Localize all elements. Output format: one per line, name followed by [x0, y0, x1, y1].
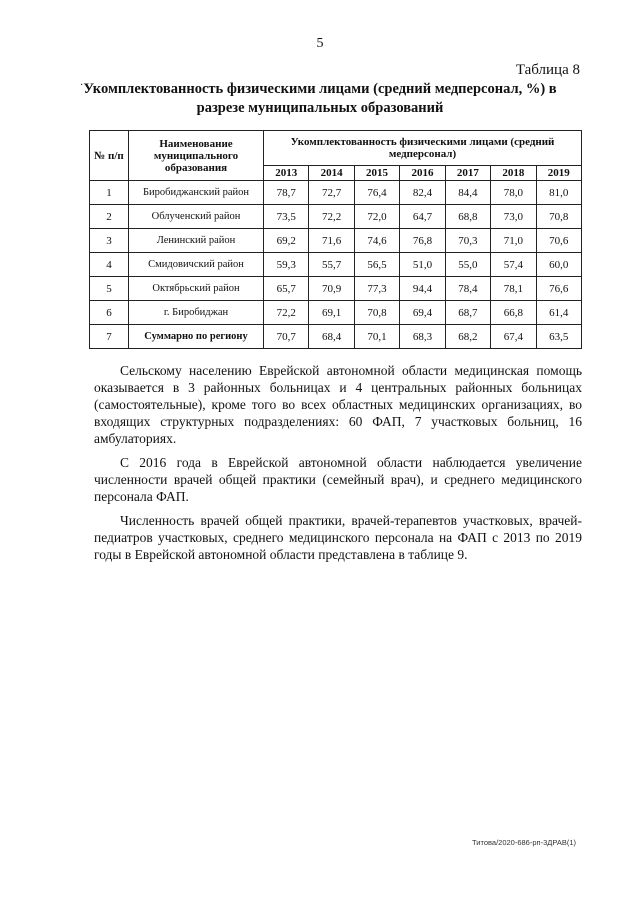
paragraph: Численность врачей общей практики, врачей-терапевтов участковых, врачей-педиатров участковых, среднего медицинского персонала на ФАП с 2013 по 2019 годы в Еврейской автономной области представлена в таблице 9. — [94, 513, 582, 562]
cell-value: 68,3 — [400, 325, 445, 349]
row-num: 1 — [90, 181, 129, 205]
cell-value: 72,2 — [264, 301, 309, 325]
cell-value: 69,1 — [309, 301, 354, 325]
cell-value: 68,7 — [445, 301, 490, 325]
row-num: 6 — [90, 301, 129, 325]
row-name: Смидовичский район — [129, 253, 264, 277]
cell-value: 76,8 — [400, 229, 445, 253]
cell-value: 61,4 — [536, 301, 581, 325]
cell-value: 51,0 — [400, 253, 445, 277]
header-num: № п/п — [90, 131, 129, 181]
cell-value: 70,9 — [309, 277, 354, 301]
cell-value: 81,0 — [536, 181, 581, 205]
cell-value: 63,5 — [536, 325, 581, 349]
cell-value: 65,7 — [264, 277, 309, 301]
row-name: Октябрьский район — [129, 277, 264, 301]
cell-value: 57,4 — [491, 253, 536, 277]
table-label: Таблица 8 — [515, 62, 580, 78]
cell-value: 68,8 — [445, 205, 490, 229]
row-num: 4 — [90, 253, 129, 277]
paragraph: Сельскому населению Еврейской автономной области медицинская помощь оказывается в 3 районных больницах и 4 центральных районных больницах (самостоятельные), кроме того во всех областных медицинских организациях, во входящих структурных подразделениях: 60 ФАП, 7 участковых больниц, 16 амбулаториях. — [94, 363, 582, 446]
cell-value: 72,0 — [354, 205, 399, 229]
row-num: 7 — [90, 325, 129, 349]
page-number: 5 — [316, 36, 324, 51]
row-num: 2 — [90, 205, 129, 229]
cell-value: 55,0 — [445, 253, 490, 277]
cell-value: 73,5 — [264, 205, 309, 229]
header-year: 2014 — [309, 166, 354, 181]
cell-value: 77,3 — [354, 277, 399, 301]
table-row — [90, 181, 582, 205]
cell-value: 68,4 — [309, 325, 354, 349]
cell-value: 55,7 — [309, 253, 354, 277]
cell-value: 72,7 — [309, 181, 354, 205]
header-year: 2015 — [354, 166, 399, 181]
header-name: Наименование муниципального образования — [129, 131, 264, 181]
cell-value: 70,1 — [354, 325, 399, 349]
body-text — [94, 362, 582, 570]
cell-value: 67,4 — [491, 325, 536, 349]
cell-value: 59,3 — [264, 253, 309, 277]
cell-value: 70,6 — [536, 229, 581, 253]
cell-value: 68,2 — [445, 325, 490, 349]
cell-value: 76,6 — [536, 277, 581, 301]
cell-value: 78,1 — [491, 277, 536, 301]
row-name: Биробиджанский район — [129, 181, 264, 205]
cell-value: 60,0 — [536, 253, 581, 277]
margin-mark: · — [80, 80, 84, 91]
cell-value: 56,5 — [354, 253, 399, 277]
document-footer: Титова/2020-686-рп-3ДРАВ(1) — [472, 838, 576, 847]
staffing-table — [89, 130, 582, 349]
cell-value: 70,3 — [445, 229, 490, 253]
cell-value: 71,0 — [491, 229, 536, 253]
cell-value: 69,2 — [264, 229, 309, 253]
row-name: г. Биробиджан — [129, 301, 264, 325]
table-row — [90, 253, 582, 277]
row-name: Суммарно по региону — [129, 325, 264, 349]
cell-value: 70,8 — [536, 205, 581, 229]
table-row — [90, 229, 582, 253]
cell-value: 84,4 — [445, 181, 490, 205]
table-row — [90, 277, 582, 301]
row-name: Облученский район — [129, 205, 264, 229]
cell-value: 78,4 — [445, 277, 490, 301]
cell-value: 76,4 — [354, 181, 399, 205]
cell-value: 78,7 — [264, 181, 309, 205]
header-year: 2018 — [491, 166, 536, 181]
cell-value: 73,0 — [491, 205, 536, 229]
row-num: 3 — [90, 229, 129, 253]
cell-value: 74,6 — [354, 229, 399, 253]
header-year: 2019 — [536, 166, 581, 181]
cell-value: 72,2 — [309, 205, 354, 229]
header-group: Укомплектованность физическими лицами (средний медперсонал) — [264, 131, 582, 166]
paragraph: С 2016 года в Еврейской автономной области наблюдается увеличение численности врачей общей практики (семейный врач), и среднего медицинского персонала ФАП. — [94, 455, 582, 504]
header-year: 2013 — [264, 166, 309, 181]
table-row — [90, 205, 582, 229]
cell-value: 71,6 — [309, 229, 354, 253]
cell-value: 94,4 — [400, 277, 445, 301]
cell-value: 66,8 — [491, 301, 536, 325]
cell-value: 78,0 — [491, 181, 536, 205]
row-num: 5 — [90, 277, 129, 301]
row-name: Ленинский район — [129, 229, 264, 253]
header-year: 2017 — [445, 166, 490, 181]
cell-value: 64,7 — [400, 205, 445, 229]
table-row — [90, 301, 582, 325]
header-year: 2016 — [400, 166, 445, 181]
cell-value: 70,7 — [264, 325, 309, 349]
cell-value: 69,4 — [400, 301, 445, 325]
table-title: Укомплектованность физическими лицами (средний медперсонал, %) в разрезе муниципальных образований — [83, 81, 557, 116]
cell-value: 82,4 — [400, 181, 445, 205]
cell-value: 70,8 — [354, 301, 399, 325]
table-row-total — [90, 325, 582, 349]
